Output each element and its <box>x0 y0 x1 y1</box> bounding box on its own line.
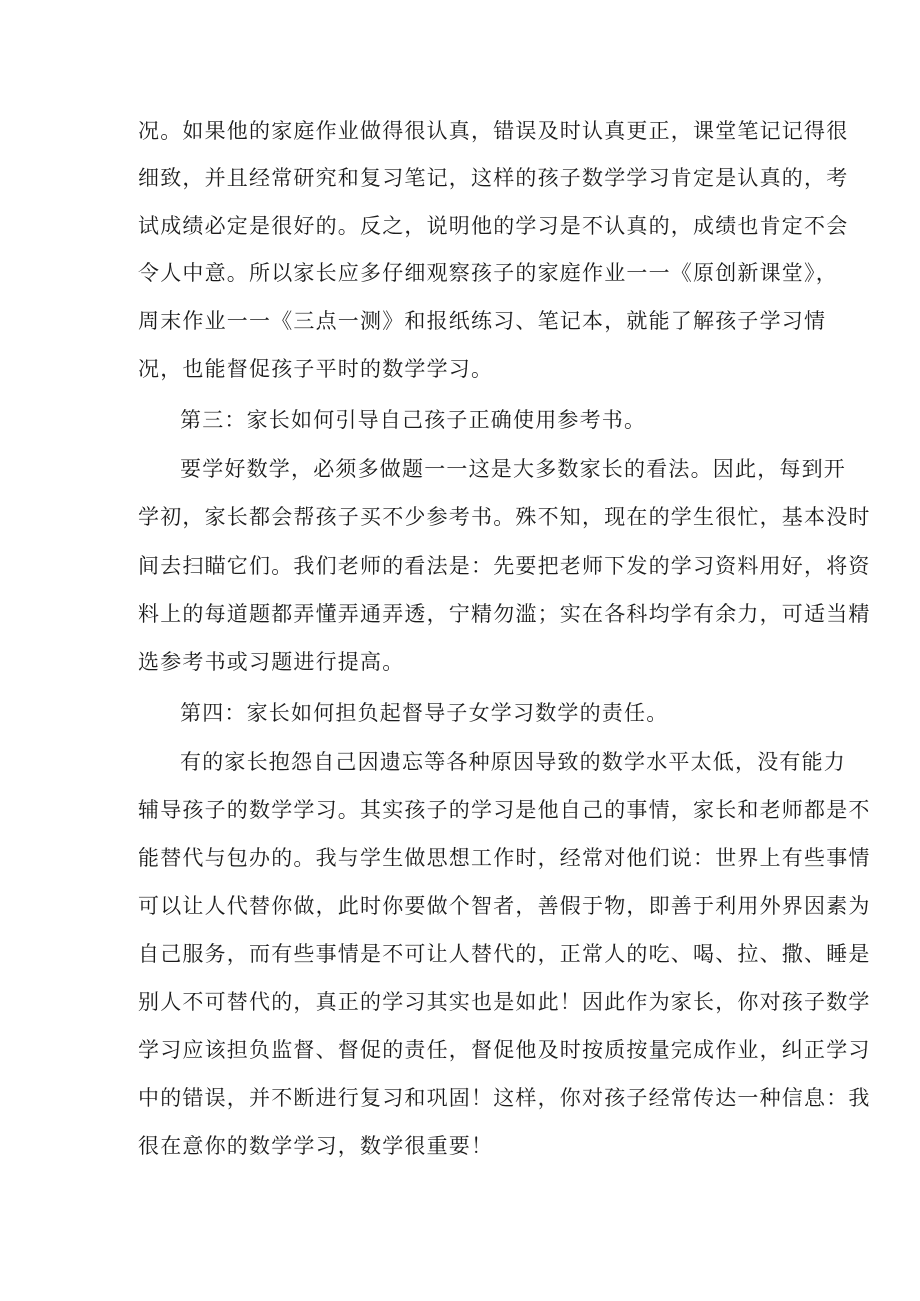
text-line: 辅导孩子的数学学习。其实孩子的学习是他自己的事情，家长和老师都是不 <box>138 798 871 822</box>
text-line: 选参考书或习题进行提高。 <box>138 650 405 674</box>
text-line: 周末作业一一《三点一测》和报纸练习、笔记本，就能了解孩子学习情 <box>138 309 827 333</box>
section-heading: 第四：家长如何担负起督导子女学习数学的责任。 <box>180 701 669 725</box>
text-line: 很在意你的数学学习，数学很重要！ <box>138 1134 494 1158</box>
text-line: 细致，并且经常研究和复习笔记，这样的孩子数学学习肯定是认真的，考 <box>138 166 849 190</box>
text-line: 自己服务，而有些事情是不可让人替代的，正常人的吃、喝、拉、撒、睡是 <box>138 942 871 966</box>
text-line: 学初，家长都会帮孩子买不少参考书。殊不知，现在的学生很忙，基本没时 <box>138 505 871 529</box>
text-line: 可以让人代替你做，此时你要做个智者，善假于物，即善于利用外界因素为 <box>138 894 871 918</box>
text-line: 况，也能督促孩子平时的数学学习。 <box>138 357 494 381</box>
text-line: 有的家长抱怨自己因遗忘等各种原因导致的数学水平太低，没有能力 <box>180 750 846 774</box>
text-line: 别人不可替代的，真正的学习其实也是如此！因此作为家长，你对孩子数学 <box>138 990 871 1014</box>
text-line: 中的错误，并不断进行复习和巩固！这样，你对孩子经常传达一种信息：我 <box>138 1086 871 1110</box>
section-heading: 第三：家长如何引导自己孩子正确使用参考书。 <box>180 408 647 432</box>
text-line: 试成绩必定是很好的。反之，说明他的学习是不认真的，成绩也肯定不会 <box>138 214 849 238</box>
text-line: 间去扫瞄它们。我们老师的看法是：先要把老师下发的学习资料用好，将资 <box>138 554 871 578</box>
text-line: 料上的每道题都弄懂弄通弄透，宁精勿滥；实在各科均学有余力，可适当精 <box>138 602 871 626</box>
text-line: 能替代与包办的。我与学生做思想工作时，经常对他们说：世界上有些事情 <box>138 846 871 870</box>
text-line: 况。如果他的家庭作业做得很认真，错误及时认真更正，课堂笔记记得很 <box>138 119 849 143</box>
text-line: 学习应该担负监督、督促的责任，督促他及时按质按量完成作业，纠正学习 <box>138 1038 871 1062</box>
text-line: 令人中意。所以家长应多仔细观察孩子的家庭作业一一《原创新课堂》， <box>138 261 838 285</box>
text-line: 要学好数学，必须多做题一一这是大多数家长的看法。因此，每到开 <box>180 457 846 481</box>
